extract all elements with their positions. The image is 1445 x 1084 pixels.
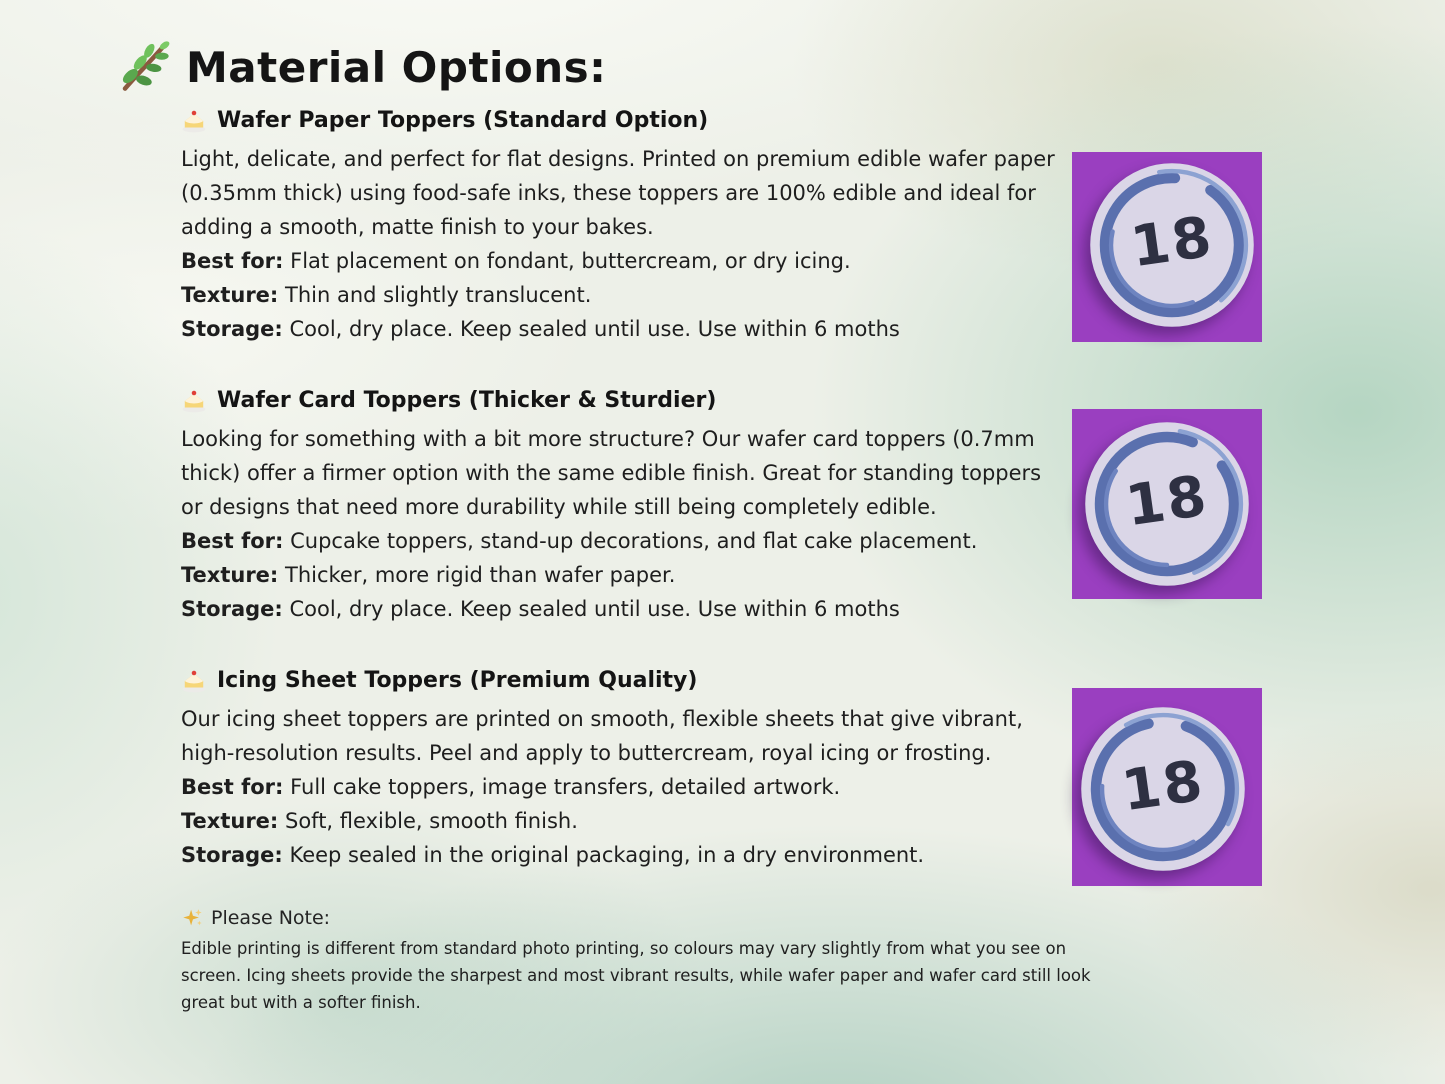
topper-disc [1085,158,1259,332]
storage-label: Storage: [181,597,283,621]
topper-disc [1076,698,1250,880]
topper-number: 18 [1121,463,1213,540]
material-section-wafer-paper [181,106,1069,346]
storage-line [181,592,1069,626]
please-note-section [181,905,1101,1016]
section-description: Light, delicate, and perfect for flat designs. Printed on premium edible wafer paper (0.35mm thick) using food-safe inks, these toppers are 100% edible and ideal for adding a smooth, matte finish to your bakes. [181,147,1055,239]
best-for-line [181,524,1069,558]
material-section-icing-sheet [181,666,1069,872]
texture-line [181,278,1069,312]
best-for-value: Full cake toppers, image transfers, detailed artwork. [290,775,841,799]
note-heading [181,905,1101,931]
page-header [116,38,606,96]
section-description: Our icing sheet toppers are printed on smooth, flexible sheets that give vibrant, high-resolution results. Peel and apply to buttercream, royal icing or frosting. [181,707,1023,765]
storage-line [181,312,1069,346]
texture-label: Texture: [181,563,279,587]
best-for-label: Best for: [181,775,284,799]
section-heading [181,666,1069,696]
cake-slice-icon [181,668,207,694]
note-body-text: Edible printing is different from standard photo printing, so colours may vary slightly from what you see on screen. Icing sheets provide the sharpest and most vibrant results, while wafer paper and wafer card still look great but with a softer finish. [181,939,1091,1012]
section-heading [181,386,1069,416]
best-for-line [181,244,1069,278]
page-title: Material Options: [186,42,607,92]
texture-value: Thin and slightly translucent. [285,283,592,307]
section-heading-text: Wafer Card Toppers (Thicker & Sturdier) [217,388,717,413]
best-for-line [181,770,1069,804]
best-for-label: Best for: [181,249,284,273]
best-for-value: Cupcake toppers, stand-up decorations, and flat cake placement. [290,529,978,553]
topper-photo-wafer-card [1072,409,1262,599]
topper-photo-wafer-paper [1072,152,1262,342]
texture-label: Texture: [181,283,279,307]
topper-number: 18 [1126,204,1218,281]
section-description: Looking for something with a bit more structure? Our wafer card toppers (0.7mm thick) offer a firmer option with the same edible finish. Great for standing toppers or designs that need more durability while still being completely edible. [181,427,1042,519]
storage-value: Cool, dry place. Keep sealed until use. Use within 6 moths [289,597,900,621]
best-for-label: Best for: [181,529,284,553]
texture-value: Thicker, more rigid than wafer paper. [285,563,676,587]
section-heading [181,106,1069,136]
herb-icon [116,38,170,96]
section-heading-text: Wafer Paper Toppers (Standard Option) [217,108,709,133]
texture-value: Soft, flexible, smooth finish. [285,809,578,833]
topper-number: 18 [1117,748,1209,825]
texture-line [181,558,1069,592]
storage-label: Storage: [181,317,283,341]
topper-disc [1080,417,1254,591]
cake-slice-icon [181,108,207,134]
section-heading-text: Icing Sheet Toppers (Premium Quality) [217,668,698,693]
texture-label: Texture: [181,809,279,833]
sparkles-icon [181,907,203,929]
storage-label: Storage: [181,843,283,867]
material-section-wafer-card [181,386,1069,626]
storage-value: Cool, dry place. Keep sealed until use. Use within 6 moths [289,317,900,341]
topper-photo-icing-sheet [1072,688,1262,886]
best-for-value: Flat placement on fondant, buttercream, or dry icing. [290,249,851,273]
texture-line [181,804,1069,838]
cake-slice-icon [181,388,207,414]
note-heading-text: Please Note: [211,907,331,929]
storage-line [181,838,1069,872]
storage-value: Keep sealed in the original packaging, in a dry environment. [289,843,925,867]
